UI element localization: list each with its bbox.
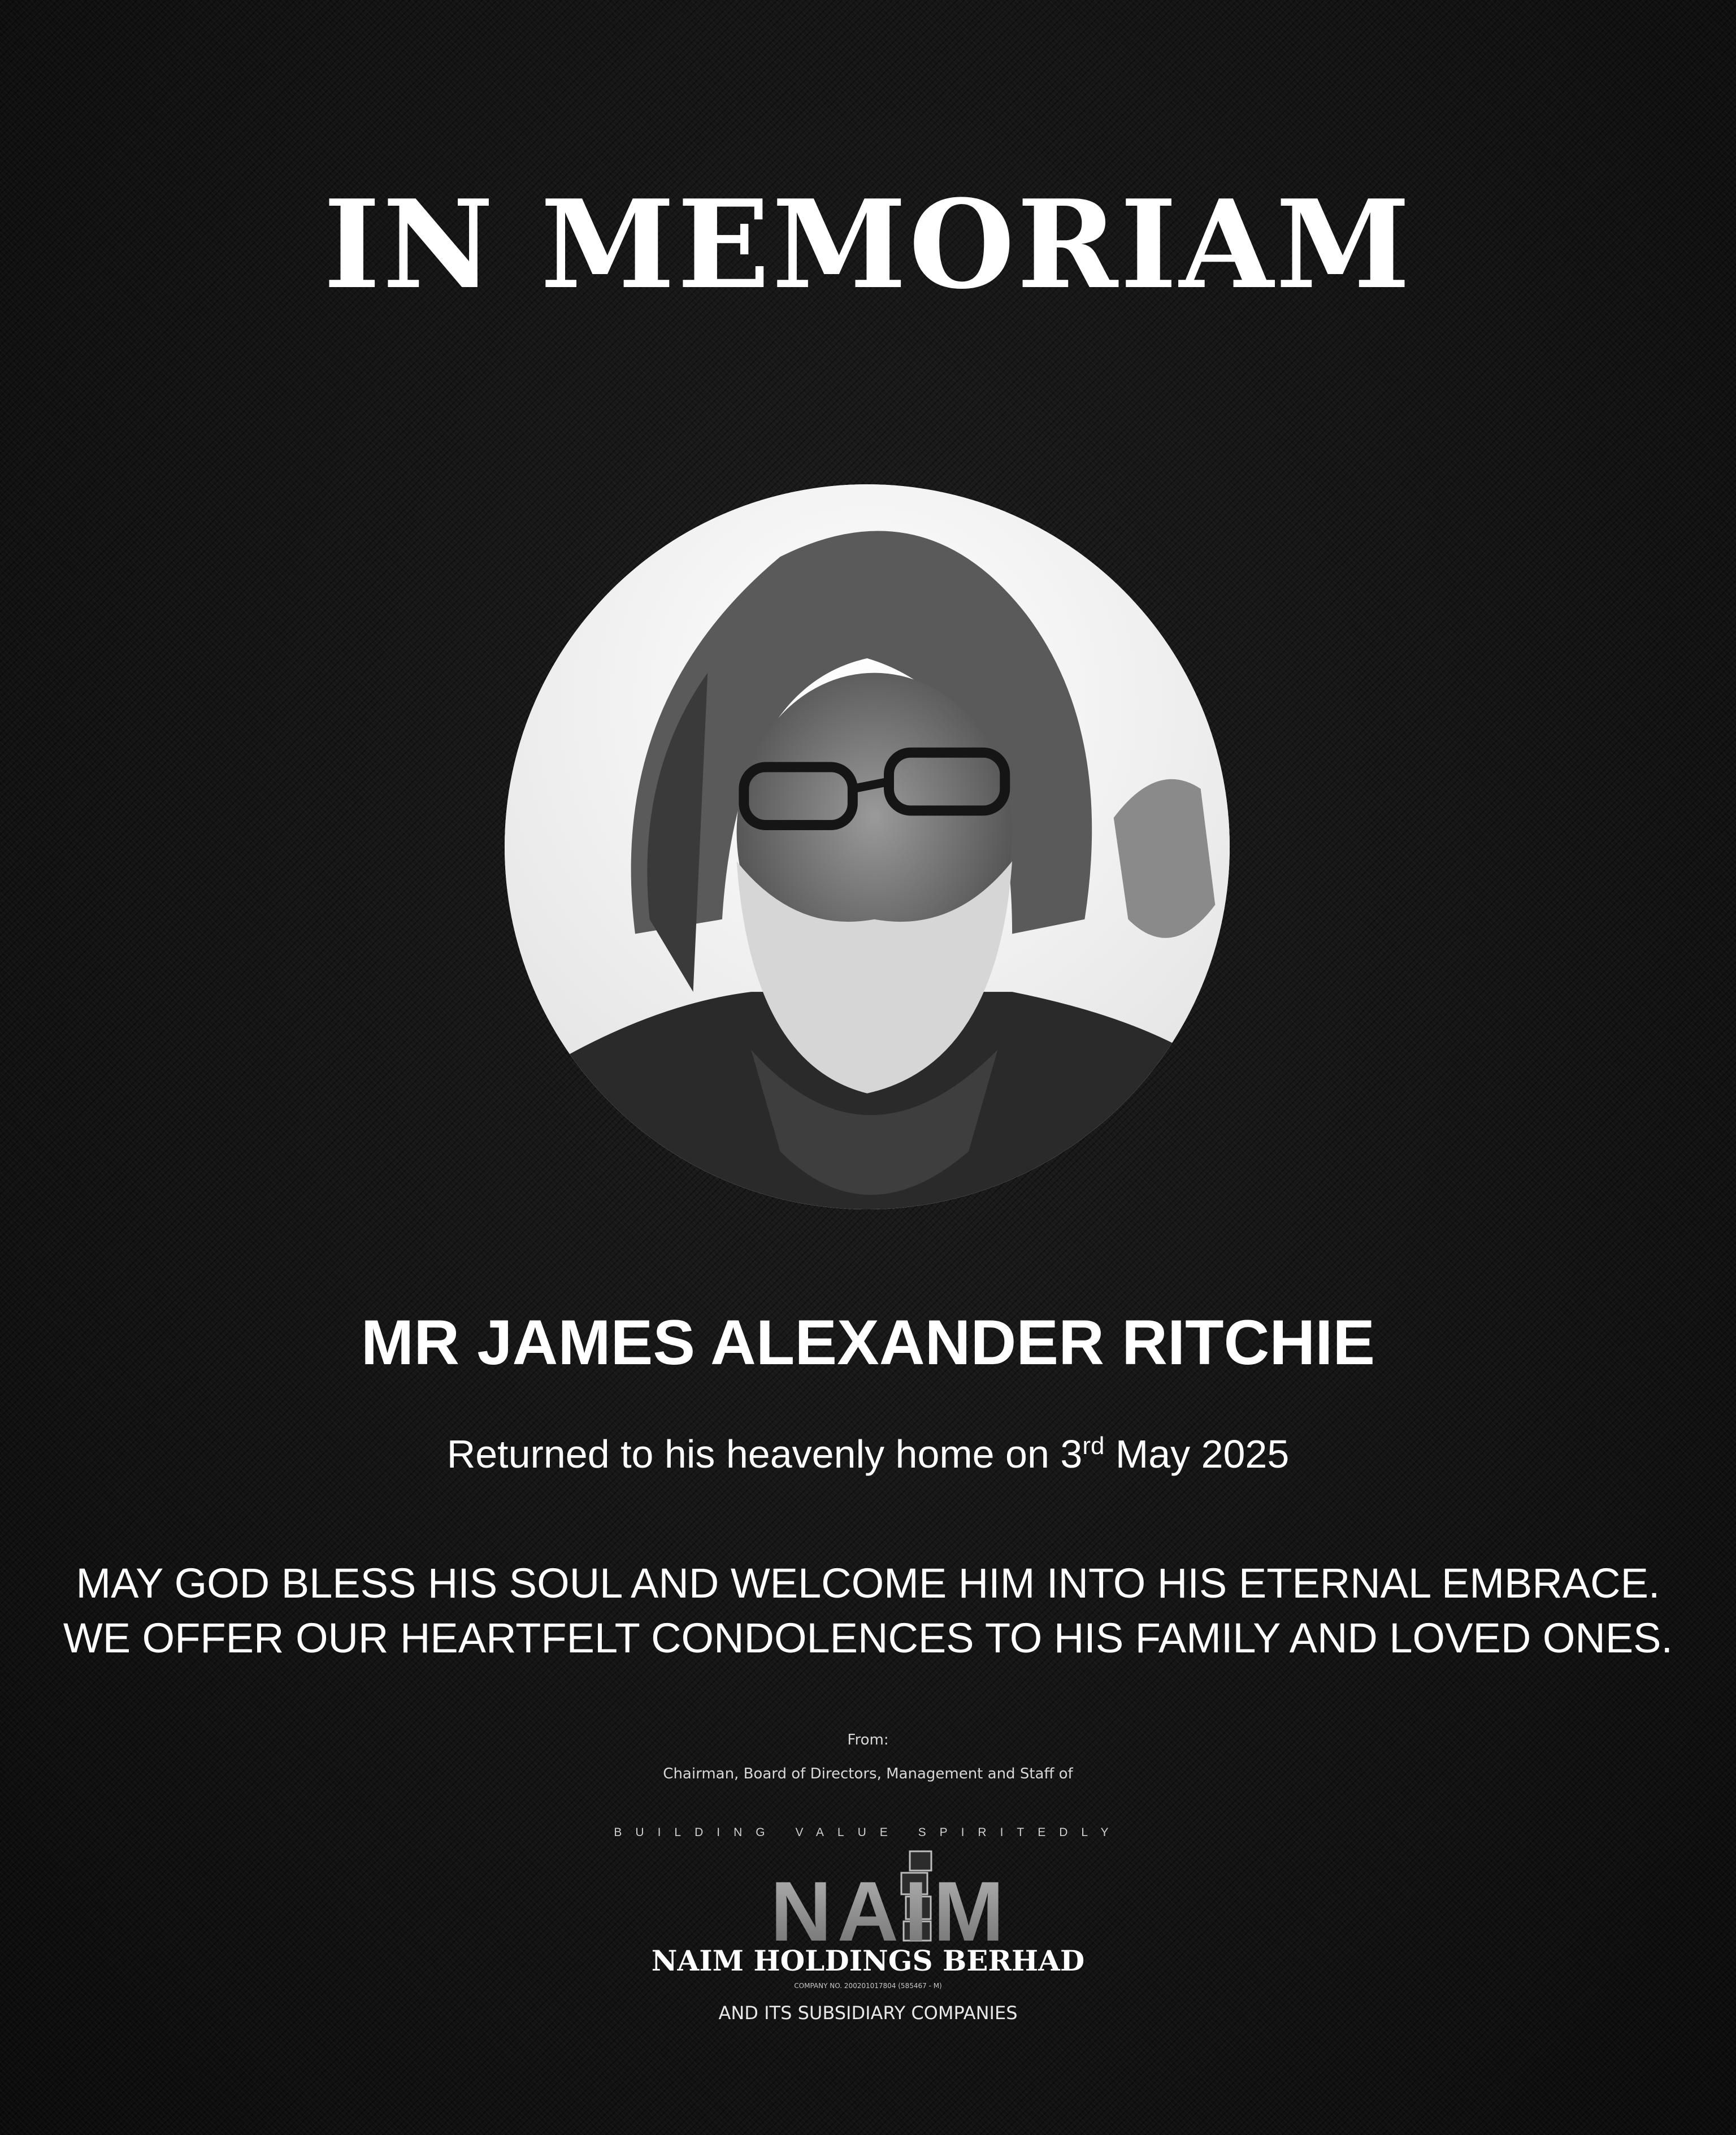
from-detail: Chairman, Board of Directors, Management and Staff of <box>663 1765 1073 1782</box>
naim-logo <box>687 1847 1093 1943</box>
passing-text-suffix: May 2025 <box>1104 1432 1290 1476</box>
condolence-message <box>0 1556 1736 1665</box>
passing-text-prefix: Returned to his heavenly home on 3 <box>446 1432 1083 1476</box>
subsidiary-line: AND ITS SUBSIDIARY COMPANIES <box>718 2002 1018 2024</box>
deceased-name: MR JAMES ALEXANDER RITCHIE <box>361 1307 1375 1378</box>
page-title: IN MEMORIAM <box>323 173 1413 316</box>
date-ordinal: rd <box>1082 1432 1105 1460</box>
passing-date-line <box>0 1434 1736 1474</box>
company-number: COMPANY NO. 200201017804 (585467 - M) <box>794 1982 942 1990</box>
message-line-1: MAY GOD BLESS HIS SOUL AND WELCOME HIM INTO HIS ETERNAL EMBRACE. <box>76 1560 1660 1607</box>
company-name: NAIM HOLDINGS BERHAD <box>651 1944 1085 1977</box>
portrait-photo <box>505 484 1230 1209</box>
message-line-2: WE OFFER OUR HEARTFELT CONDOLENCES TO HIS FAMILY AND LOVED ONES. <box>63 1615 1673 1661</box>
from-label: From: <box>847 1732 889 1748</box>
company-tagline: BUILDING VALUE SPIRITEDLY <box>614 1826 1122 1839</box>
logo-wordmark: NAIM <box>770 1864 1010 1943</box>
